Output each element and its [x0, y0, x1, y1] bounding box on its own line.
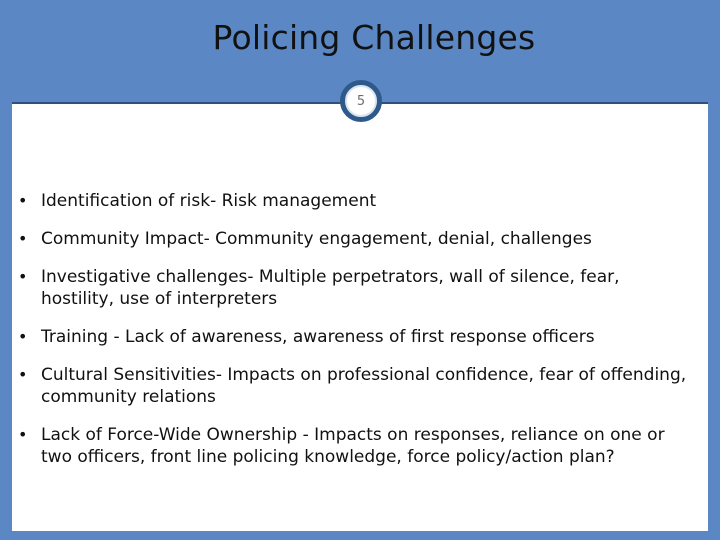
slide-number: 5 — [356, 93, 366, 109]
bullet-text: • Lack of Force-Wide Ownership - Impacts on responses, reliance on one or two officers, front line policing knowledge, force policy/action plan? — [41, 425, 665, 467]
bullet-text: • Training - Lack of awareness, awareness of first response officers — [41, 327, 595, 347]
bullet-text: • Identification of risk- Risk management — [41, 191, 377, 211]
bullet-text: • Investigative challenges- Multiple perpetrators, wall of silence, fear, hostility, use of interpreters — [41, 267, 620, 309]
bullet-item — [18, 228, 688, 250]
bullet-item — [18, 364, 688, 408]
bullet-item — [18, 424, 688, 468]
bullet-list — [18, 190, 688, 484]
bullet-item — [18, 266, 688, 310]
bullet-item — [18, 326, 688, 348]
slide-title: Policing Challenges — [212, 18, 536, 57]
bullet-item — [18, 190, 688, 212]
bullet-text: • Cultural Sensitivities- Impacts on professional confidence, fear of offending, community relations — [41, 365, 687, 407]
slide-number-badge — [340, 80, 382, 122]
bullet-text: • Community Impact- Community engagement, denial, challenges — [41, 229, 592, 249]
